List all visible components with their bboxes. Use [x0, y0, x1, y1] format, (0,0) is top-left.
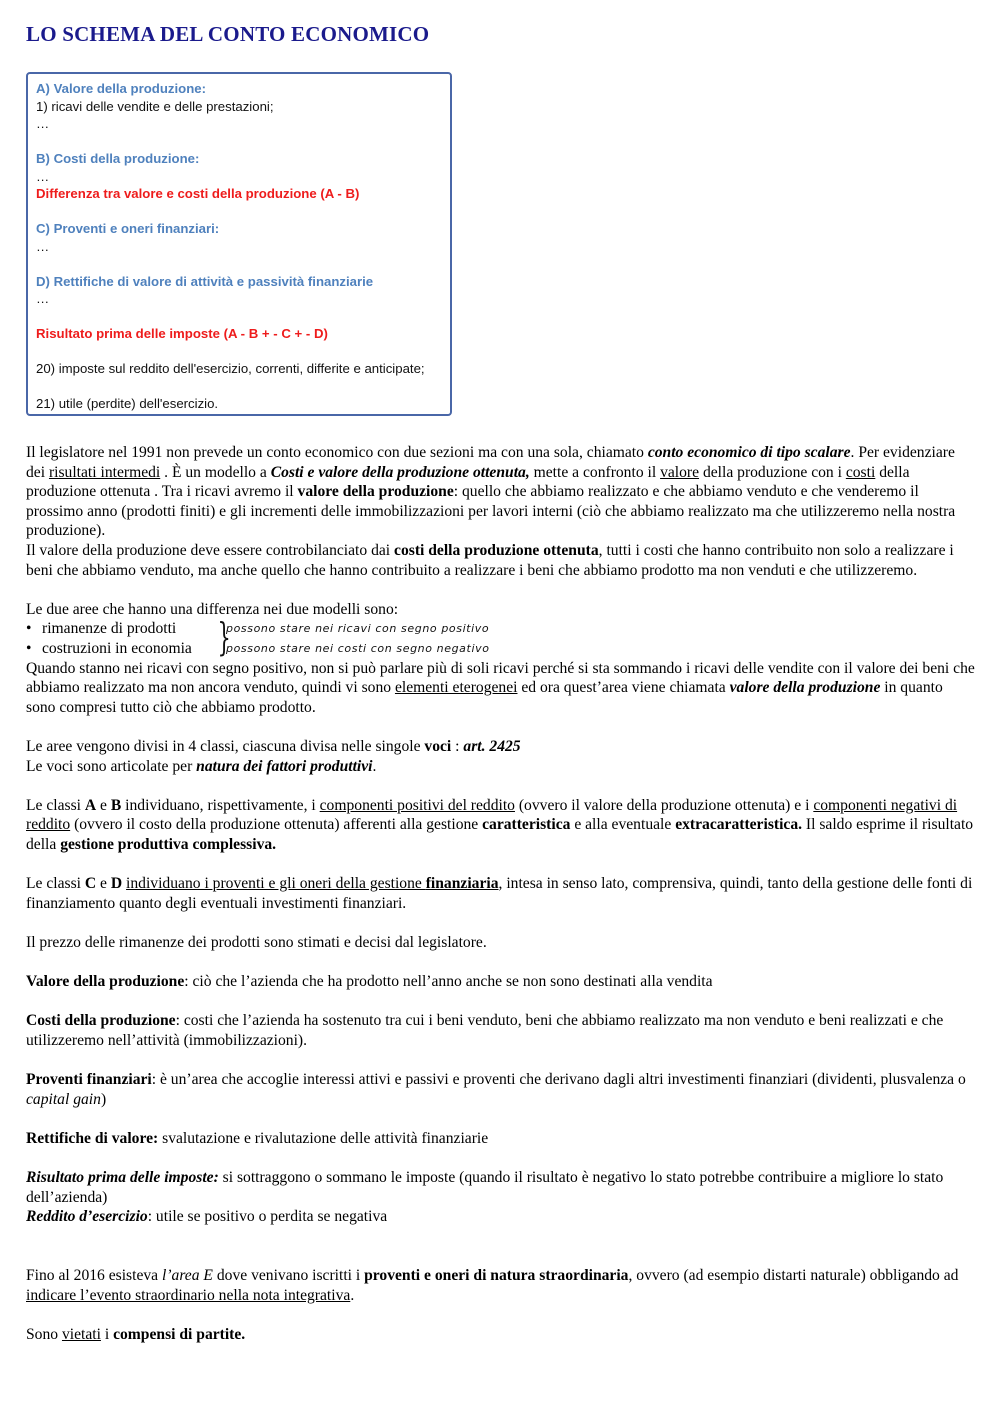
handwritten-note-positive: possono stare nei ricavi con segno positivo	[226, 622, 490, 636]
section-d-title: D) Rettifiche di valore di attività e passività finanziarie	[36, 273, 374, 289]
section-a-title: A) Valore della produzione:	[36, 81, 206, 96]
ellipsis: …	[36, 291, 50, 306]
handwritten-brace: }	[217, 615, 231, 660]
section-b-title: B) Costi della produzione:	[36, 151, 200, 166]
page-title: LO SCHEMA DEL CONTO ECONOMICO	[26, 22, 430, 46]
definition-reddito-esercizio: Reddito d’esercizio: utile se positivo o perdita se negativa	[26, 1208, 388, 1226]
income-statement-scheme-box	[26, 72, 452, 416]
handwritten-note-negative: possono stare nei costi con segno negativo	[226, 641, 490, 655]
definition-valore-produzione: Valore della produzione: ciò che l’azienda che ha prodotto nell’anno anche se non sono destinati alla vendita	[26, 973, 713, 991]
paragraph-heterogeneous-elements: Quando stanno nei ricavi con segno positivo, non si può parlare più di soli ricavi perché si sta sommando i ricavi delle vendite con il valore dei beni che abbiamo realizzato ma non ancora venduto, quindi vi sono elementi eterogenei ed ora quest’area viene chiamata valore della produzione in quanto sono compresi tutto ciò che abbiamo prodotto.	[26, 659, 975, 716]
item-20: 20) imposte sul reddito dell'esercizio, correnti, differite e anticipate;	[36, 361, 425, 376]
paragraph-classes: Le aree vengono divisi in 4 classi, ciascuna divisa nelle singole voci : art. 2425	[26, 737, 521, 755]
list-item: • rimanenze di prodotti	[26, 620, 177, 638]
item-21: 21) utile (perdite) dell'esercizio.	[36, 396, 219, 411]
paragraph-scalar-model: Il legislatore nel 1991 non prevede un conto economico con due sezioni ma con una sola, chiamato conto economico di tipo scalare. Per evidenziare dei risultati intermedi . È un modello a Costi e valore della produzione ottenuta, mette a confronto il valore della produzione con i costi della produzione ottenuta . Tra i ricavi avremo il valore della produzione: quello che abbiamo realizzato e che abbiamo venduto e che venderemo il prossimo anno (prodotti finiti) e gli incrementi delle immobilizzazioni per lavori interni (ciò che abbiamo realizzato ma che utilizzeremo nella nostra produzione).	[26, 444, 956, 540]
handwritten-notes	[226, 619, 490, 658]
difference-line: Differenza tra valore e costi della produzione (A - B)	[36, 186, 360, 201]
paragraph-voci: Le voci sono articolate per natura dei fattori produttivi.	[26, 757, 377, 775]
ellipsis: …	[36, 168, 50, 184]
paragraph-inventory-price: Il prezzo delle rimanenze dei prodotti sono stimati e decisi dal legislatore.	[26, 933, 487, 951]
pre-tax-result-line: Risultato prima delle imposte (A - B + - C + - D)	[36, 326, 328, 341]
definition-costi-produzione: Costi della produzione: costi che l’azienda ha sostenuto tra cui i beni venduto, beni che abbiamo realizzato ma non venduto e beni realizzati e che utilizzeremo nell’attività (immobilizzazioni).	[26, 1012, 944, 1049]
paragraph-compensi: Sono vietati i compensi di partite.	[26, 1325, 246, 1343]
paragraph-two-areas-intro: Le due aree che hanno una differenza nei due modelli sono:	[26, 600, 399, 618]
ellipsis: …	[36, 116, 50, 131]
ellipsis: …	[36, 238, 50, 254]
definition-proventi-finanziari: Proventi finanziari: è un’area che accoglie interessi attivi e passivi e proventi che derivano dagli altri investimenti finanziari (dividenti, plusvalenza o capital gain)	[26, 1071, 966, 1108]
paragraph-production-costs: Il valore della produzione deve essere controbilanciato dai costi della produzione ottenuta, tutti i costi che hanno contribuito non solo a realizzare i beni che abbiamo venduto, ma anche quello che hanno contribuito a realizzare i beni che abbiamo prodotto ma non venduti e che utilizzeremo.	[26, 541, 954, 579]
paragraph-classes-c-d: Le classi C e D individuano i proventi e gli oneri della gestione finanziaria, intesa in senso lato, comprensiva, quindi, tanto della gestione delle fonti di finanziamento quanto degli eventuali investimenti finanziari.	[26, 875, 973, 912]
definition-risultato-imposte: Risultato prima delle imposte: si sottraggono o sommano le imposte (quando il risultato è negativo lo stato potrebbe contribuire a migliore lo stato dell’azienda)	[26, 1168, 944, 1206]
list-item: • costruzioni in economia	[26, 639, 192, 657]
paragraph-area-e: Fino al 2016 esisteva l’area E dove venivano iscritti i proventi e oneri di natura straordinaria, ovvero (ad esempio distarti naturale) obbligando ad indicare l’evento straordinario nella nota integrativa.	[26, 1266, 959, 1304]
definition-rettifiche: Rettifiche di valore: svalutazione e rivalutazione delle attività finanziarie	[26, 1129, 489, 1147]
section-a-item: 1) ricavi delle vendite e delle prestazioni;	[36, 98, 274, 114]
section-c-title: C) Proventi e oneri finanziari:	[36, 221, 220, 236]
document-body	[26, 443, 976, 1344]
areas-bullet-list	[26, 615, 976, 660]
paragraph-classes-a-b: Le classi A e B individuano, rispettivamente, i componenti positivi del reddito (ovvero il valore della produzione ottenuta) e i componenti negativi di reddito (ovvero il costo della produzione ottenuta) afferenti alla gestione caratteristica e alla eventuale extracaratteristica. Il saldo esprime il risultato della gestione produttiva complessiva.	[26, 796, 974, 853]
